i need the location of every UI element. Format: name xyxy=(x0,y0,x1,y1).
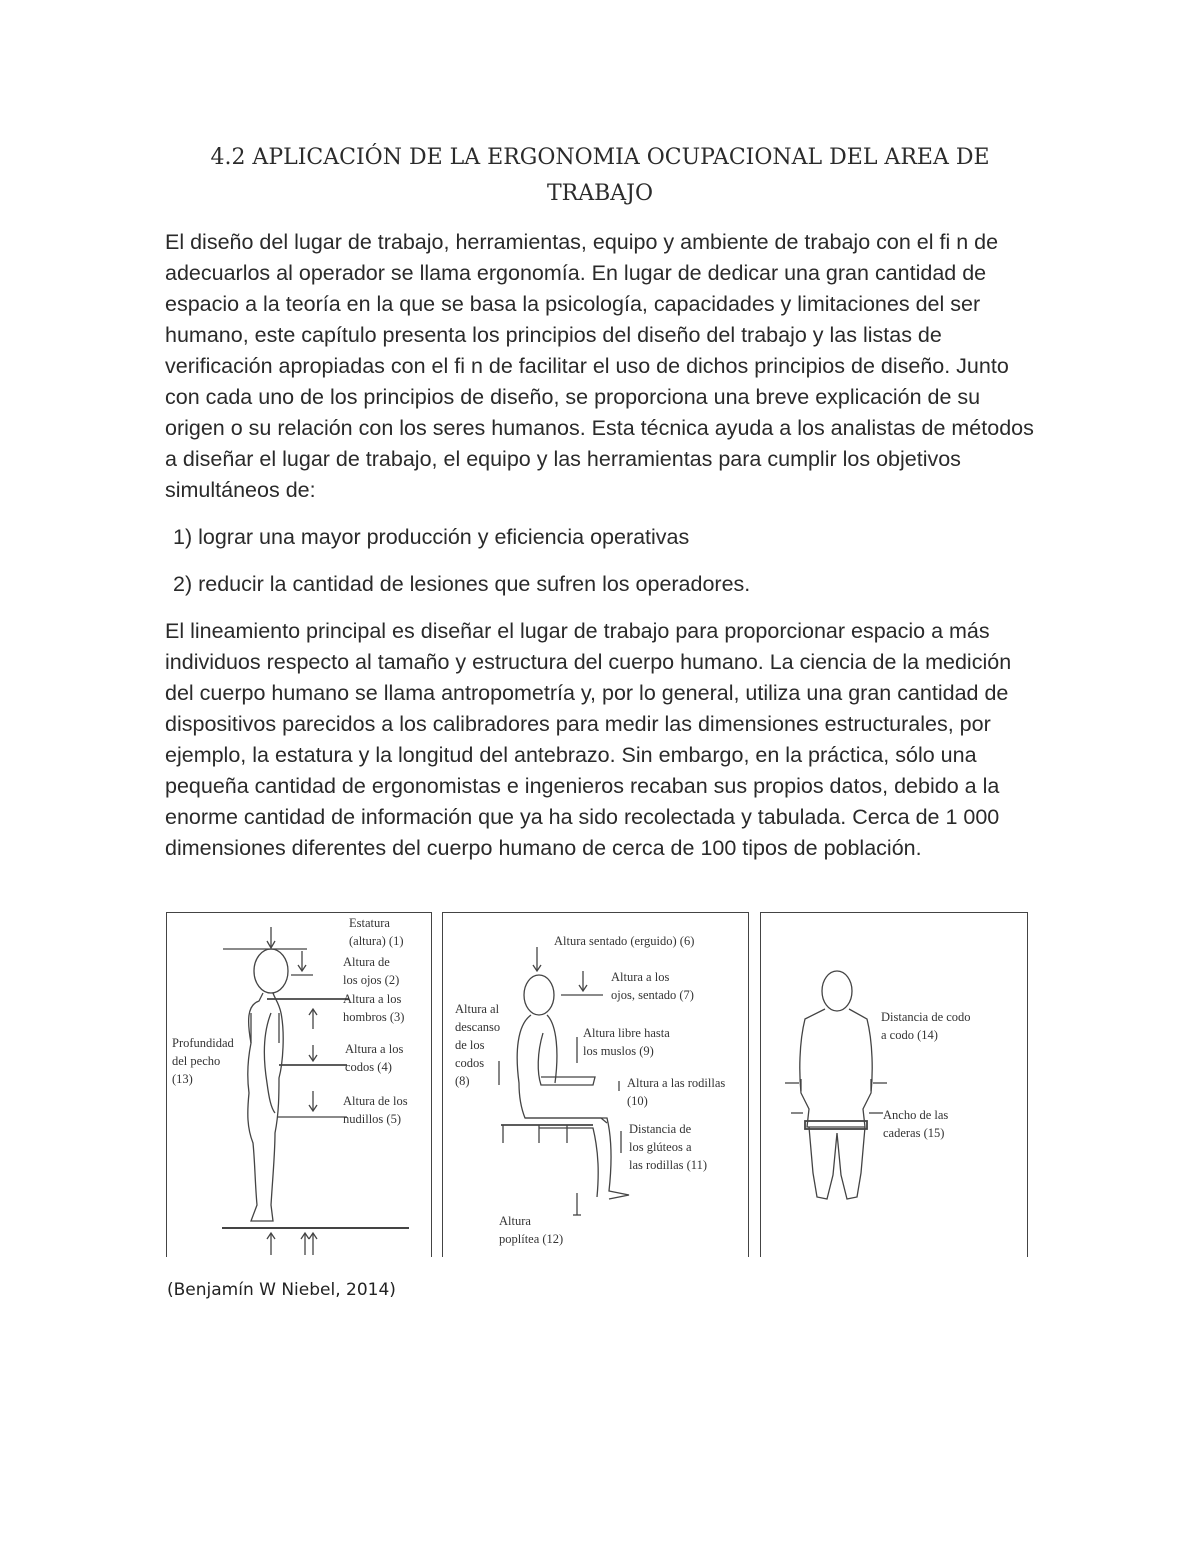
label-elbow-rest-3: de los xyxy=(455,1038,485,1052)
label-buttock-knee: Distancia de xyxy=(629,1122,692,1136)
label-knee-height-num: (10) xyxy=(627,1094,648,1108)
label-knee-height: Altura a las rodillas xyxy=(627,1076,726,1090)
seated-side-panel xyxy=(442,912,749,1257)
label-stature-num: (altura) (1) xyxy=(349,934,404,948)
label-elbow-rest-num: (8) xyxy=(455,1074,470,1088)
label-elbow-height: Altura a los xyxy=(345,1042,404,1056)
label-popliteal-num: poplítea (12) xyxy=(499,1232,564,1246)
label-elbow-rest: Altura al xyxy=(455,1002,500,1016)
label-elbow-to-elbow: Distancia de codo xyxy=(881,1010,971,1024)
label-sitting-height: Altura sentado (erguido) (6) xyxy=(554,934,695,948)
objective-item-2: 2) reducir la cantidad de lesiones que sufren los operadores. xyxy=(173,572,751,596)
label-elbow-to-elbow-num: a codo (14) xyxy=(881,1028,938,1042)
label-buttock-knee-2: los glúteos a xyxy=(629,1140,692,1154)
label-chest-depth-num: (13) xyxy=(172,1072,193,1086)
label-shoulder-height-num: hombros (3) xyxy=(343,1010,405,1024)
section-title-line-2: TRABAJO xyxy=(546,181,654,206)
back-view-panel xyxy=(760,912,1028,1257)
label-elbow-rest-2: descanso xyxy=(455,1020,501,1034)
anthropometry-paragraph: El lineamiento principal es diseñar el lugar de trabajo para proporcionar espacio a más individuos respecto al tamaño y estructura del cuerpo humano. La ciencia de la medición del cuerpo humano se llama antropometría y, por lo general, utiliza una gran cantidad de dispositivos parecidos a los calibradores para medir las dimensiones estructurales, por ejemplo, la estatura y la longitud del antebrazo. Sin embargo, en la práctica, sólo una pequeña cantidad de ergonomistas e ingenieros recaban sus propios datos, debido a la enorme cantidad de información que ya ha sido recolectada y tabulada. Cerca de 1 000 dimensiones diferentes del cuerpo humano de cerca de 100 tipos de población. xyxy=(165,619,1012,860)
standing-figure-drawing xyxy=(167,913,431,1259)
objective-item-1: 1) lograr una mayor producción y eficiencia operativas xyxy=(173,525,690,549)
label-chest-depth: Profundidad xyxy=(172,1036,234,1050)
label-shoulder-height: Altura a los xyxy=(343,992,402,1006)
label-stature: Estatura xyxy=(349,916,390,930)
label-thigh-clearance: Altura libre hasta xyxy=(583,1026,670,1040)
label-knuckle-height-num: nudillos (5) xyxy=(343,1112,401,1126)
label-buttock-knee-num: las rodillas (11) xyxy=(629,1158,707,1172)
label-elbow-rest-4: codos xyxy=(455,1056,485,1070)
label-eye-height: Altura de xyxy=(343,955,390,969)
label-eye-height-num: los ojos (2) xyxy=(343,973,400,987)
label-popliteal: Altura xyxy=(499,1214,531,1228)
label-thigh-clearance-num: los muslos (9) xyxy=(583,1044,654,1058)
section-title-line-1: 4.2 APLICACIÓN DE LA ERGONOMIA OCUPACIONAL DEL AREA DE xyxy=(210,145,990,170)
anthropometric-figure xyxy=(166,912,1030,1258)
label-hip-width: Ancho de las xyxy=(883,1108,949,1122)
label-elbow-height-num: codos (4) xyxy=(345,1060,392,1074)
intro-paragraph: El diseño del lugar de trabajo, herramientas, equipo y ambiente de trabajo con el fi n de adecuarlos al operador se llama ergonomía. En lugar de dedicar una gran cantidad de espacio a la teoría en la que se basa la psicología, capacidades y limitaciones del ser humano, este capítulo presenta los principios del diseño del trabajo y las listas de verificación apropiadas con el fi n de facilitar el uso de dichos principios de diseño. Junto con cada uno de los principios de diseño, se proporciona una breve explicación de su origen o su relación con los seres humanos. Esta técnica ayuda a los analistas de métodos a diseñar el lugar de trabajo, el equipo y las herramientas para cumplir los objetivos simultáneos de: xyxy=(165,230,1034,502)
label-sitting-eye-height-num: ojos, sentado (7) xyxy=(611,988,694,1002)
label-chest-depth-2: del pecho xyxy=(172,1054,221,1068)
label-knuckle-height: Altura de los xyxy=(343,1094,408,1108)
citation: (Benjamín W Niebel, 2014) xyxy=(167,1280,396,1300)
label-sitting-eye-height: Altura a los xyxy=(611,970,670,984)
section-title xyxy=(150,140,1050,212)
standing-side-panel xyxy=(166,912,432,1257)
back-figure-drawing xyxy=(761,913,1027,1259)
label-hip-width-num: caderas (15) xyxy=(883,1126,945,1140)
